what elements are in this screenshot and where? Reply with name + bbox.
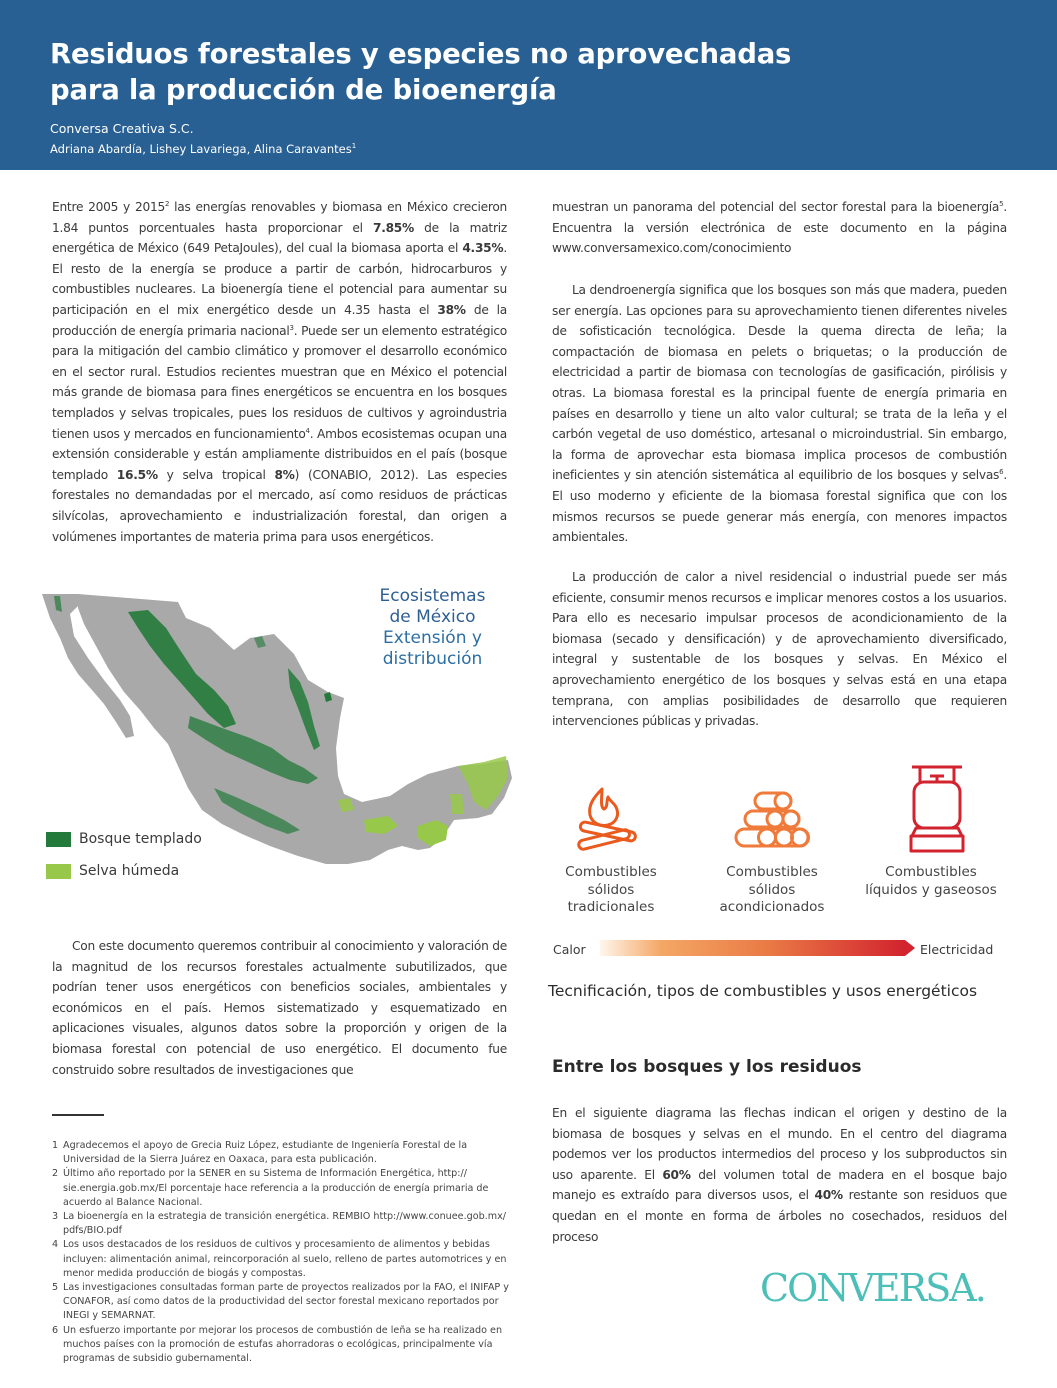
technification-gradient-bar: [600, 940, 905, 956]
footnote-ref: 4: [305, 426, 310, 435]
paragraph-continuation: muestran un panorama del potencial del sector forestal para la bioenergía$^5$. Encuentra la versión electrónica de este documento en la página www.conversamexico.com/conocimiento: [552, 199, 1007, 256]
legend-label: Selva húmeda: [79, 863, 180, 879]
footnote-item: 3 La bioenergía en la estrategia de transición energética. REMBIO http://www.conuee.gob.mx/ pdfs/BIO.pdf: [52, 1211, 506, 1237]
section-heading: Entre los bosques y los residuos: [552, 1057, 862, 1077]
legend-item-selva-humeda: [46, 863, 179, 879]
legend-label: Bosque templado: [79, 831, 202, 847]
logs-stack-icon: [733, 790, 811, 852]
fuel-type-liquid-gas: Combustibles líquidos y gaseosos: [865, 864, 997, 898]
footnote-item: 6 Un esfuerzo importante por mejorar los procesos de combustión de leña se ha realizado en muchos países con la promoción de estufas ahorradoras o ecológicas, principalmente vía programas de subsidio gubernamental.: [52, 1324, 503, 1365]
map-subtitle-line-2: distribución: [382, 649, 483, 669]
authors-footnote-ref: 1: [351, 142, 357, 151]
map-title-line-1: Ecosistemas: [379, 586, 486, 606]
footnote-ref: 2: [164, 199, 170, 208]
footnote-item: 4 Los usos destacados de los residuos de cultivos y procesamiento de alimentos y bebidas incluyen: alimentación animal, reincorporación al suelo, relleno de partes automotrices y en menor medida producción de biogás y compostas.: [52, 1239, 507, 1279]
footnote-item: 1 Agradecemos el apoyo de Grecia Ruiz López, estudiante de Ingeniería Forestal de la Universidad de la Sierra Juárez en Oaxaca, para esta publicación.: [52, 1140, 468, 1166]
gas-cylinder-icon: [908, 764, 966, 854]
legend-swatch-light-green: [46, 864, 71, 879]
footnote-ref: 5: [999, 199, 1004, 208]
title-line-1: Residuos forestales y especies no aprovechadas: [50, 38, 792, 70]
legend-item-bosque-templado: [46, 831, 202, 847]
footnotes: [52, 1139, 512, 1366]
footnote-ref: 6: [999, 468, 1004, 477]
title-line-2: para la producción de bioenergía: [50, 74, 557, 106]
conversa-logo: CONVERSA.: [760, 1266, 985, 1310]
map-title-line-2: de México: [389, 607, 476, 627]
paragraph-dendroenergia: La dendroenergía significa que los bosques son más que madera, pueden ser energía. Las opciones para su aprovechamiento tienen diferentes niveles de sofisticación tecnológica. Desde la quema directa de leña; la compactación de biomasa en pelets o briquetas; o la producción de electricidad a partir de biomasa con tecnologías de gasificación, pirólisis y otras. La biomasa forestal es la principal fuente de energía primaria en países en desarrollo y tiene un alto valor cultural; se trata de la leña y el carbón vegetal de uso doméstico, artesanal o microindustrial. Sin embargo, la forma de aprovechar esta biomasa implica procesos de combustión ineficientes y sin atención sistemática al equilibrio de los bosques y selvas$^6$. El uso moderno y eficiente de la biomasa forestal significa que con los mismos recursos se puede generar más energía, con menores impactos ambientales.: [552, 283, 1007, 545]
paragraph-diagram-intro: En el siguiente diagrama las flechas indican el origen y destino de la biomasa de bosques y selvas en el mundo. En el centro del diagrama podemos ver los productos intermedios del proceso y los subproductos sin uso aparente. El 60% del volumen total de madera en el bosque bajo manejo es extraído para diversos usos, el 40% restante son residuos que quedan en el monte en forma de árboles no cosechados, residuos del proceso: [552, 1106, 1007, 1244]
authors: [50, 142, 356, 156]
authors-names: Adriana Abardía, Lishey Lavariega, Alina Caravantes: [50, 142, 352, 156]
footnote-divider: [52, 1114, 104, 1116]
footnote-item: 2 Último año reportado por la SENER en su Sistema de Información Energética, http:// sie.energia.gob.mx/El porcentaje hace referencia a la producción de energía primaria de acuerdo al Balance Nacional.: [52, 1168, 489, 1208]
organization: Conversa Creativa S.C.: [50, 121, 194, 136]
scale-start-label: Calor: [553, 942, 586, 957]
page-title: [50, 36, 1050, 108]
scale-end-label: Electricidad: [920, 942, 994, 957]
paragraph-purpose: Con este documento queremos contribuir al conocimiento y valoración de la magnitud de los recursos forestales actualmente subutilizados, que podrían tener usos energéticos con beneficios sociales, ambientales y económicos en el país. Hemos sistematizado y esquematizado en aplicaciones visuales, algunos datos sobre la proporción y origen de la biomasa forestal con potencial de uso energético. El documento fue construido sobre resultados de investigaciones que: [52, 939, 507, 1077]
map-title: [360, 586, 505, 670]
fuel-type-conditioned-solid: Combustibles sólidos acondicionados: [719, 864, 825, 915]
map-subtitle-line-1: Extensión y: [383, 628, 482, 648]
header-banner: [0, 0, 1057, 170]
figure-caption: Tecnificación, tipos de combustibles y usos energéticos: [548, 982, 978, 1000]
footnote-item: 5 Las investigaciones consultadas forman parte de proyectos realizados por la FAO, el INIFAP y CONAFOR, así como datos de la productividad del sector forestal mexicano reportados por INEGI y SEMARNAT.: [52, 1282, 509, 1322]
footnote-ref: 3: [289, 323, 294, 332]
campfire-icon: [572, 783, 642, 853]
fuel-type-traditional-solid: Combustibles sólidos tradicionales: [565, 864, 657, 915]
legend-swatch-dark-green: [46, 832, 71, 847]
arrow-right-icon: [905, 940, 915, 956]
paragraph-produccion-calor: La producción de calor a nivel residencial o industrial puede ser más eficiente, consumir menos recursos e implicar menores costos a los usuarios. Para ello es necesario impulsar procesos de acondicionamiento de la biomasa (secado y densificación) y de aprovechamiento diversificado, integral y sustentable de los bosques y selvas. En México el aprovechamiento energético de los bosques y selvas está en una etapa temprana, con amplias posibilidades de desarrollo que requieren intervenciones públicas y privadas.: [552, 570, 1007, 729]
paragraph-intro: Entre 2005 y 2015$^2$ las energías renovables y biomasa en México crecieron 1.84 puntos porcentuales hasta proporcionar el 7.85% de la matriz energética de México (649 PetaJoules), del cual la biomasa aporta el 4.35%. El resto de la energía se produce a partir de carbón, hidrocarburos y combustibles nucleares. La bioenergía tiene el potencial para aumentar su participación en el mix energético desde un 4.35 hasta el 38% de la producción de energía primaria nacional$^3$. Puede ser un elemento estratégico para la mitigación del cambio climático y promover el desarrollo económico en el sector rural. Estudios recientes muestran que en México el potencial más grande de biomasa para fines energéticos se encuentra en los bosques templados y selvas tropicales, pues los residuos de cultivos y agroindustria tienen usos y mercados en funcionamiento$^4$. Ambos ecosistemas ocupan una extensión considerable y están ampliamente distribuidos en el país (bosque templado 16.5% y selva tropical 8%) (CONABIO, 2012). Las especies forestales no demandadas por el mercado, así como residuos de prácticas silvícolas, aprovechamiento e industrialización forestal, dan origen a volúmenes importantes de materia prima para usos energéticos.: [52, 199, 508, 544]
